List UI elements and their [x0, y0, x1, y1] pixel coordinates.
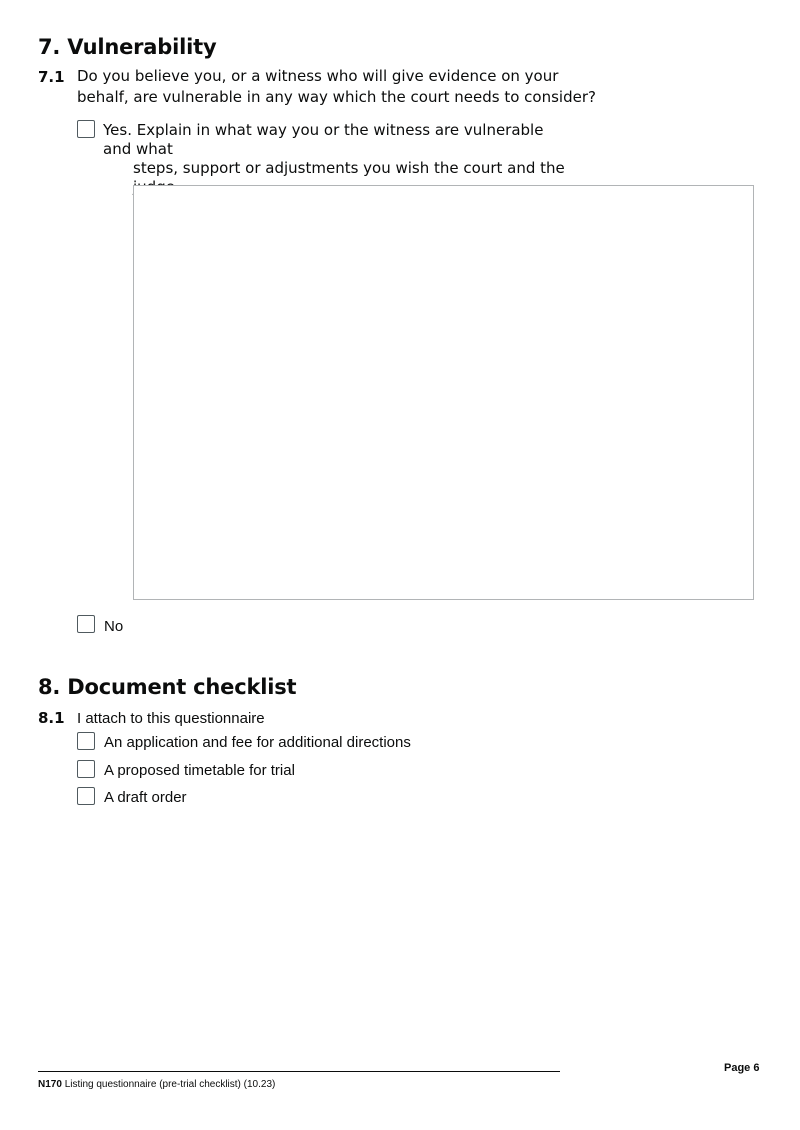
- proposed-timetable-label: A proposed timetable for trial: [104, 762, 295, 779]
- question-7-1-line-2: behalf, are vulnerable in any way which the court needs to consider?: [77, 88, 596, 106]
- yes-vulnerable-checkbox[interactable]: [77, 120, 95, 138]
- vulnerability-explanation-textarea[interactable]: [133, 185, 754, 600]
- yes-label-line-2: steps, support or adjustments you wish the court and the: [133, 159, 565, 177]
- footer-form-title: Listing questionnaire (pre-trial checklist) (10.23): [64, 1079, 276, 1090]
- question-8-1-text: I attach to this questionnaire: [77, 710, 265, 727]
- question-7-1-text: [77, 66, 596, 108]
- no-vulnerable-checkbox[interactable]: [77, 615, 95, 633]
- question-7-1-number: 7.1: [38, 68, 65, 86]
- application-fee-label: An application and fee for additional directions: [104, 734, 411, 751]
- proposed-timetable-checkbox[interactable]: [77, 760, 95, 778]
- footer-form-code: N170: [38, 1079, 62, 1090]
- question-8-1-number: 8.1: [38, 709, 65, 727]
- yes-label-line-1: Yes. Explain in what way you or the witness are vulnerable and what: [103, 121, 544, 158]
- question-7-1-line-1: Do you believe you, or a witness who will give evidence on your: [77, 67, 559, 85]
- section-7-heading: 7. Vulnerability: [38, 35, 217, 59]
- footer-form-reference: [38, 1079, 275, 1090]
- page-number: Page 6: [724, 1062, 760, 1074]
- no-vulnerable-label: No: [104, 618, 124, 635]
- footer-divider: [38, 1071, 560, 1072]
- application-fee-checkbox[interactable]: [77, 732, 95, 750]
- draft-order-checkbox[interactable]: [77, 787, 95, 805]
- section-8-heading: 8. Document checklist: [38, 675, 297, 699]
- draft-order-label: A draft order: [104, 789, 187, 806]
